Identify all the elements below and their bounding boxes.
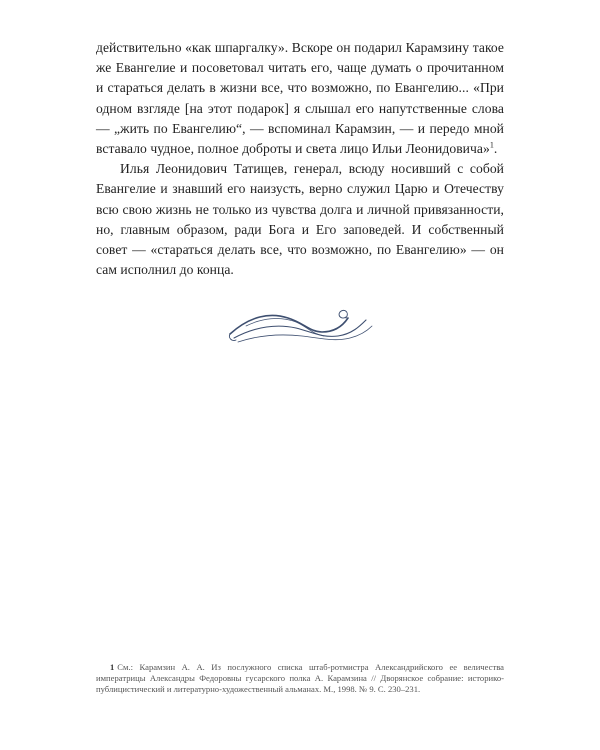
paragraph-1-text: действительно «как шпаргалку». Вскоре он подарил Карамзину такое же Евангелие и посоветовал читать его, чаще думать о прочитанном и стараться делать в жизни все, что возможно, по Евангелию... «При одном взгляде [на этот подарок] я слышал его напутственные слова — „жить по Евангелию“, — вспоминал Карамзин, — и передо мной вставало чудное, полное доброты и света лицо Ильи Леонидовича» xyxy=(96,40,504,157)
footnote-reference: 1 xyxy=(489,140,494,150)
paragraph-1 xyxy=(96,38,504,159)
paragraph-1-end: . xyxy=(493,141,498,157)
paragraph-2: Илья Леонидович Татищев, генерал, всюду носивший с собой Евангелие и знавший его наизусть, верно служил Царю и Отечеству всю свою жизнь не только из чувства долга и личной привязанности, но, главным образом, ради Бога и Его заповедей. И собственный совет — «стараться делать все, что возможно, по Евангелию» — он сам исполнил до конца. xyxy=(96,161,504,278)
footnote-body: См.: Карамзин А. А. Из послужного списка штаб-ротмистра Александрийского ее величества императрицы Александры Федоровны гусарского полка А. Карамзина // Дворянское собрание: историко-публицистический и литературно-художественный альманах. М., 1998. № 9. С. 230–231. xyxy=(96,662,504,695)
main-text xyxy=(96,38,504,280)
footnote-number: 1 xyxy=(110,662,115,672)
footnote xyxy=(96,662,504,696)
footnote-text xyxy=(96,662,504,696)
flourish-ornament-icon xyxy=(226,304,376,348)
